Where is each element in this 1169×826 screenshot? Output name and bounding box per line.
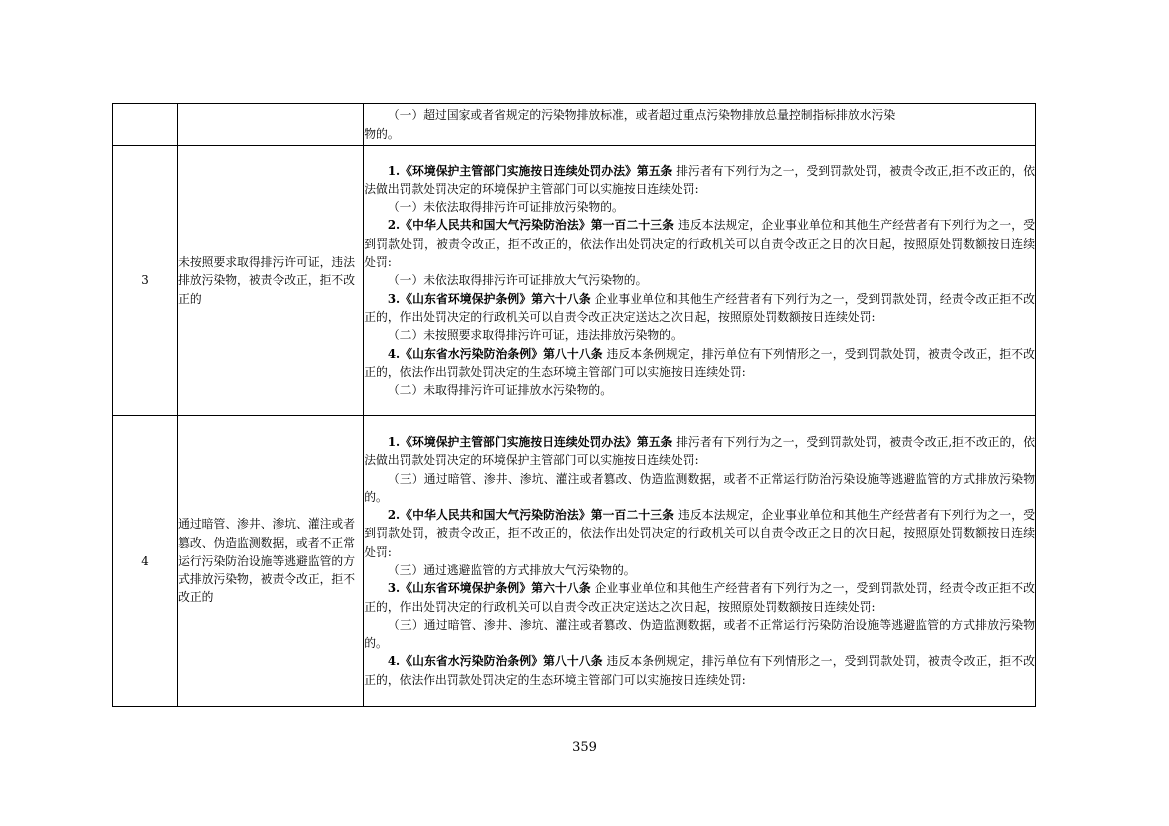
legal-clause	[364, 506, 1035, 561]
clause-title: 4.《山东省水污染防治条例》第八十八条	[387, 346, 603, 361]
row-description-cell	[178, 104, 364, 146]
table-row-continuation	[113, 104, 1036, 146]
legal-clause	[364, 290, 1035, 327]
penalty-table	[112, 103, 1036, 707]
clause-text: 违反本法规定，企业事业单位和其他生产经营者有下列行为之一，受到罚款处罚，被责令改正，拒不改正的，依法作出处罚决定的行政机关可以自责令改正之日的次日起，按照原处罚数额按日连续处罚:	[364, 218, 1035, 270]
legal-clause	[364, 345, 1035, 382]
row-number: 3	[113, 146, 178, 416]
violation-description: 未按照要求取得排污许可证，违法排放污染物，被责令改正，拒不改正的	[178, 146, 364, 416]
clause-text: 违反本法规定，企业事业单位和其他生产经营者有下列行为之一，受到罚款处罚，被责令改正，拒不改正的，依法作出处罚决定的行政机关可以自责令改正之日的次日起，按照原处罚数额按日连续处罚:	[364, 508, 1035, 559]
clause-text: 违反本条例规定，排污单位有下列情形之一，受到罚款处罚，被责令改正，拒不改正的，依法作出罚款处罚决定的生态环境主管部门可以实施按日连续处罚:	[364, 346, 1035, 379]
clause-item: （三）通过逃避监管的方式排放大气污染物的。	[387, 563, 636, 577]
clause-title: 2.《中华人民共和国大气污染防治法》第一百二十三条	[387, 218, 675, 233]
clause-item: （一）未依法取得排污许可证排放大气污染物的。	[387, 273, 648, 288]
clause-title: 3.《山东省环境保护条例》第六十八条	[387, 581, 591, 596]
clause-text: 企业事业单位和其他生产经营者有下列行为之一，受到罚款处罚，经责令改正拒不改正的，作出处罚决定的行政机关可以自责令改正决定送达之次日起，按照原处罚数额按日连续处罚:	[364, 581, 1035, 614]
row-number-cell	[113, 104, 178, 146]
clause-title: 1.《环境保护主管部门实施按日连续处罚办法》第五条	[387, 434, 673, 449]
clause-title: 2.《中华人民共和国大气污染防治法》第一百二十三条	[387, 508, 675, 523]
clause-text: 排污者有下列行为之一，受到罚款处罚，被责令改正,拒不改正的，依法做出罚款处罚决定的环境保护主管部门可以实施按日连续处罚:	[364, 163, 1035, 196]
legal-basis-cell	[364, 104, 1036, 146]
legal-clause	[364, 579, 1035, 616]
clause-title: 4.《山东省水污染防治条例》第八十八条	[387, 654, 603, 669]
clause-item: （一）未依法取得排污许可证排放污染物的。	[387, 200, 624, 215]
legal-clause	[364, 216, 1035, 271]
page-number: 359	[572, 740, 597, 755]
table-row-4	[113, 416, 1036, 707]
clause-item-text: 物的。	[364, 126, 400, 141]
clause-title: 1.《环境保护主管部门实施按日连续处罚办法》第五条	[387, 163, 673, 178]
violation-description: 通过暗管、渗井、渗坑、灌注或者篡改、伪造监测数据，或者不正常运行污染防治设施等逃避监管的方式排放污染物，被责令改正，拒不改正的	[178, 416, 364, 707]
legal-basis-cell	[364, 146, 1036, 416]
clause-text: 排污者有下列行为之一，受到罚款处罚，被责令改正,拒不改正的，依法做出罚款处罚决定的环境保护主管部门可以实施按日连续处罚:	[364, 434, 1035, 468]
clause-item-text: （一）超过国家或者省规定的污染物排放标准，或者超过重点污染物排放总量控制指标排放水污染	[387, 108, 896, 123]
clause-item: （二）未取得排污许可证排放水污染物的。	[387, 383, 612, 398]
legal-clause	[364, 433, 1035, 470]
clause-text: 违反本条例规定，排污单位有下列情形之一，受到罚款处罚，被责令改正，拒不改正的，依法作出罚款处罚决定的生态环境主管部门可以实施按日连续处罚:	[364, 654, 1035, 687]
clause-item: （二）未按照要求取得排污许可证，违法排放污染物的。	[387, 328, 683, 343]
legal-clause	[364, 162, 1035, 199]
clause-title: 3.《山东省环境保护条例》第六十八条	[387, 291, 591, 306]
clause-item: （三）通过暗管、渗井、渗坑、灌注或者篡改、伪造监测数据，或者不正常运行防治污染设施等逃避监管的方式排放污染物的。	[364, 471, 1035, 504]
clause-item: （三）通过暗管、渗井、渗坑、灌注或者篡改、伪造监测数据，或者不正常运行污染防治设施等逃避监管的方式排放污染物的。	[364, 617, 1035, 651]
legal-clause	[364, 652, 1035, 689]
table-row-3	[113, 146, 1036, 416]
clause-text: 企业事业单位和其他生产经营者有下列行为之一，受到罚款处罚，经责令改正拒不改正的，作出处罚决定的行政机关可以自责令改正决定送达之次日起，按照原处罚数额按日连续处罚:	[364, 291, 1035, 324]
row-number: 4	[113, 416, 178, 707]
legal-basis-cell	[364, 416, 1036, 707]
